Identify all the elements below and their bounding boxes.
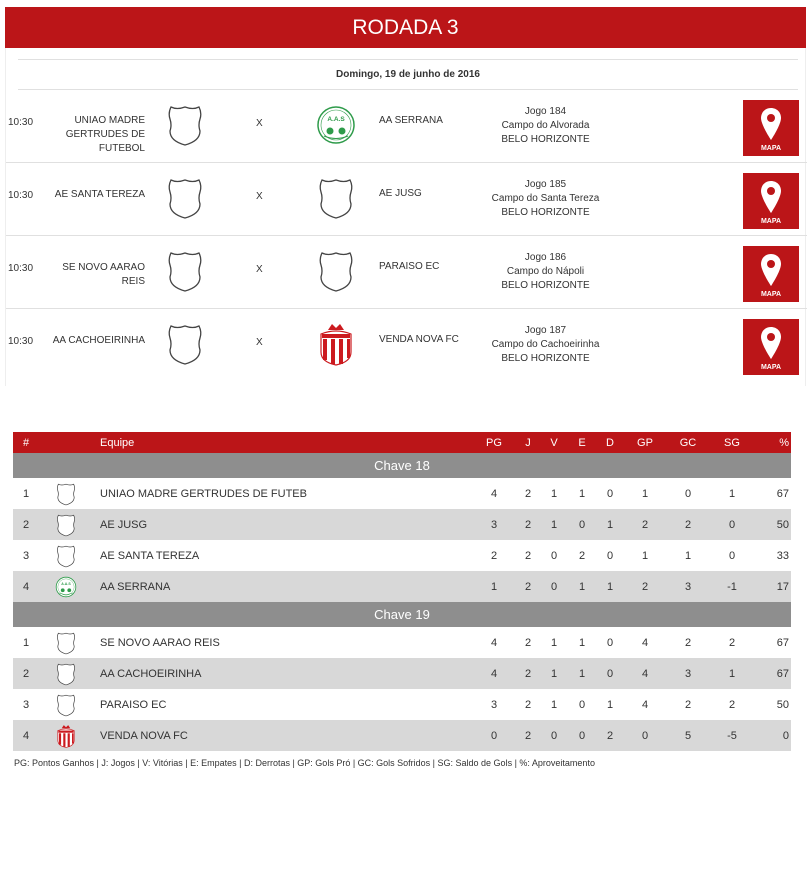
map-pin-icon	[760, 107, 782, 141]
row-d: 1	[606, 518, 614, 531]
row-team[interactable]: UNIAO MADRE GERTRUDES DE FUTEB	[100, 487, 307, 500]
row-j: 2	[524, 667, 532, 680]
shield-outline-icon	[55, 544, 77, 568]
shield-outline-icon	[55, 513, 77, 537]
venue: Campo do Cachoeirinha	[491, 339, 600, 350]
row-team[interactable]: VENDA NOVA FC	[100, 729, 188, 742]
row-gp: 4	[641, 636, 649, 649]
header-gc: GC	[679, 436, 697, 449]
group-title: Chave 18	[13, 453, 791, 478]
header-v: V	[550, 436, 558, 449]
away-team[interactable]: PARAISO EC	[379, 261, 440, 272]
map-pin-icon	[760, 180, 782, 214]
row-gc: 5	[684, 729, 692, 742]
header-gp: GP	[637, 436, 653, 449]
row-pct: 33	[776, 549, 789, 562]
serrana-crest-label: A.A.S	[61, 581, 71, 586]
row-pct: 50	[776, 698, 789, 711]
row-pos: 4	[23, 580, 30, 593]
table-row	[13, 658, 791, 689]
row-pg: 0	[490, 729, 498, 742]
row-e: 0	[578, 729, 586, 742]
row-j: 2	[524, 487, 532, 500]
match-date: Domingo, 19 de junho de 2016	[18, 59, 798, 90]
row-gc: 1	[684, 549, 692, 562]
versus-label: X	[256, 264, 263, 275]
venue: Campo do Santa Tereza	[491, 193, 600, 204]
versus-label: X	[256, 191, 263, 202]
row-team[interactable]: AE SANTA TEREZA	[100, 549, 200, 562]
serrana-crest-icon	[55, 575, 77, 599]
row-pos: 1	[23, 487, 30, 500]
row-pg: 4	[490, 487, 498, 500]
shield-outline-icon	[316, 249, 356, 293]
match-row	[6, 309, 807, 382]
row-j: 2	[524, 636, 532, 649]
match-time: 10:30	[8, 263, 34, 274]
header-pos: #	[23, 436, 30, 449]
row-gp: 4	[641, 698, 649, 711]
header-e: E	[578, 436, 586, 449]
row-e: 1	[578, 667, 586, 680]
row-j: 2	[524, 549, 532, 562]
match-row	[6, 90, 807, 163]
row-sg: 2	[728, 698, 736, 711]
row-d: 1	[606, 698, 614, 711]
row-sg: -1	[727, 580, 737, 593]
row-gp: 0	[641, 729, 649, 742]
home-team[interactable]: AE SANTA TEREZA	[54, 189, 145, 200]
table-row	[13, 478, 791, 509]
row-gp: 2	[641, 580, 649, 593]
row-gp: 1	[641, 487, 649, 500]
home-team[interactable]: AA CACHOEIRINHA	[52, 335, 145, 346]
map-button[interactable]	[743, 246, 799, 302]
row-pos: 3	[23, 549, 30, 562]
row-pct: 67	[776, 487, 789, 500]
shield-outline-icon	[165, 103, 205, 147]
city: BELO HORIZONTE	[501, 207, 590, 218]
row-sg: 2	[728, 636, 736, 649]
home-team[interactable]: SE NOVO AARAO REIS	[62, 262, 145, 287]
match-time: 10:30	[8, 336, 34, 347]
venda-nova-crest-icon	[55, 724, 77, 748]
header-pct: %	[779, 436, 789, 449]
row-pg: 4	[490, 636, 498, 649]
map-label: MAPA	[760, 145, 782, 152]
map-button[interactable]	[743, 173, 799, 229]
game-number: Jogo 185	[524, 179, 567, 190]
row-d: 0	[606, 636, 614, 649]
row-v: 0	[550, 729, 558, 742]
group-title: Chave 19	[13, 602, 791, 627]
away-team[interactable]: AA SERRANA	[379, 115, 443, 126]
versus-label: X	[256, 337, 263, 348]
shield-outline-icon	[316, 176, 356, 220]
row-gc: 3	[684, 667, 692, 680]
shield-outline-icon	[165, 322, 205, 366]
match-time: 10:30	[8, 117, 34, 128]
table-header	[13, 432, 791, 453]
match-info	[468, 178, 623, 220]
row-v: 1	[550, 518, 558, 531]
row-d: 0	[606, 549, 614, 562]
shield-outline-icon	[165, 176, 205, 220]
row-e: 0	[578, 518, 586, 531]
header-j: J	[525, 436, 531, 449]
map-pin-icon	[760, 253, 782, 287]
home-team[interactable]: UNIAO MADRE GERTRUDES DE FUTEBOL	[65, 115, 145, 154]
table-row	[13, 571, 791, 602]
city: BELO HORIZONTE	[501, 280, 590, 291]
city: BELO HORIZONTE	[501, 134, 590, 145]
row-gp: 4	[641, 667, 649, 680]
row-v: 0	[550, 580, 558, 593]
row-pct: 0	[782, 729, 789, 742]
row-v: 0	[550, 549, 558, 562]
header-sg: SG	[724, 436, 740, 449]
row-e: 0	[578, 698, 586, 711]
row-gp: 2	[641, 518, 649, 531]
row-sg: 0	[728, 518, 736, 531]
shield-outline-icon	[165, 249, 205, 293]
matches-panel	[5, 48, 806, 386]
row-gp: 1	[641, 549, 649, 562]
row-e: 1	[578, 487, 586, 500]
row-pct: 50	[776, 518, 789, 531]
match-row	[6, 163, 807, 236]
match-info	[468, 251, 623, 293]
row-sg: 1	[728, 667, 736, 680]
row-d: 2	[606, 729, 614, 742]
row-sg: -5	[727, 729, 737, 742]
game-number: Jogo 184	[524, 106, 567, 117]
row-e: 2	[578, 549, 586, 562]
row-pos: 1	[23, 636, 30, 649]
game-number: Jogo 187	[524, 325, 567, 336]
row-j: 2	[524, 698, 532, 711]
away-team[interactable]: AE JUSG	[379, 188, 422, 199]
table-row	[13, 540, 791, 571]
shield-outline-icon	[55, 631, 77, 655]
map-label: MAPA	[760, 218, 782, 225]
row-v: 1	[550, 667, 558, 680]
row-e: 1	[578, 580, 586, 593]
header-team: Equipe	[100, 436, 135, 449]
header-d: D	[606, 436, 614, 449]
serrana-crest-label: A.A.S	[327, 116, 345, 123]
row-v: 1	[550, 636, 558, 649]
city: BELO HORIZONTE	[501, 353, 590, 364]
row-pg: 3	[490, 518, 498, 531]
map-pin-icon	[760, 326, 782, 360]
table-row	[13, 689, 791, 720]
game-number: Jogo 186	[524, 252, 567, 263]
row-d: 0	[606, 487, 614, 500]
row-team[interactable]: AA SERRANA	[100, 580, 171, 593]
map-button[interactable]	[743, 100, 799, 156]
row-j: 2	[524, 729, 532, 742]
row-team[interactable]: AE JUSG	[100, 518, 148, 531]
venda-nova-crest-icon	[316, 322, 356, 366]
shield-outline-icon	[55, 693, 77, 717]
standings-table	[13, 432, 791, 751]
round-title: RODADA 3	[5, 7, 806, 48]
row-team[interactable]: AA CACHOEIRINHA	[100, 667, 202, 680]
match-info	[468, 324, 623, 366]
row-v: 1	[550, 698, 558, 711]
row-pos: 2	[23, 667, 30, 680]
map-button[interactable]	[743, 319, 799, 375]
table-legend: PG: Pontos Ganhos | J: Jogos | V: Vitórias | E: Empates | D: Derrotas | GP: Gols Pró | GC: Gols Sofridos | SG: Saldo de Gols | %: Aproveitamento	[14, 758, 595, 768]
row-pct: 67	[776, 667, 789, 680]
row-sg: 0	[728, 549, 736, 562]
venue: Campo do Alvorada	[501, 120, 590, 131]
row-pct: 67	[776, 636, 789, 649]
row-gc: 0	[684, 487, 692, 500]
shield-outline-icon	[55, 662, 77, 686]
row-pos: 3	[23, 698, 30, 711]
row-gc: 3	[684, 580, 692, 593]
row-j: 2	[524, 518, 532, 531]
row-v: 1	[550, 487, 558, 500]
map-label: MAPA	[760, 291, 782, 298]
row-pg: 2	[490, 549, 498, 562]
row-gc: 2	[684, 518, 692, 531]
row-gc: 2	[684, 698, 692, 711]
table-row	[13, 509, 791, 540]
row-sg: 1	[728, 487, 736, 500]
row-d: 0	[606, 667, 614, 680]
row-d: 1	[606, 580, 614, 593]
row-team[interactable]: SE NOVO AARAO REIS	[100, 636, 220, 649]
away-team[interactable]: VENDA NOVA FC	[379, 334, 459, 345]
map-label: MAPA	[760, 364, 782, 371]
row-j: 2	[524, 580, 532, 593]
shield-outline-icon	[55, 482, 77, 506]
versus-label: X	[256, 118, 263, 129]
table-row	[13, 720, 791, 751]
serrana-crest-icon	[316, 103, 356, 147]
row-pg: 3	[490, 698, 498, 711]
row-pos: 2	[23, 518, 30, 531]
row-gc: 2	[684, 636, 692, 649]
match-row	[6, 236, 807, 309]
row-e: 1	[578, 636, 586, 649]
row-team[interactable]: PARAISO EC	[100, 698, 167, 711]
row-pg: 4	[490, 667, 498, 680]
row-pg: 1	[490, 580, 498, 593]
table-row	[13, 627, 791, 658]
match-time: 10:30	[8, 190, 34, 201]
row-pct: 17	[776, 580, 789, 593]
row-pos: 4	[23, 729, 30, 742]
venue: Campo do Nápoli	[506, 266, 585, 277]
header-pg: PG	[486, 436, 502, 449]
match-info	[468, 105, 623, 147]
